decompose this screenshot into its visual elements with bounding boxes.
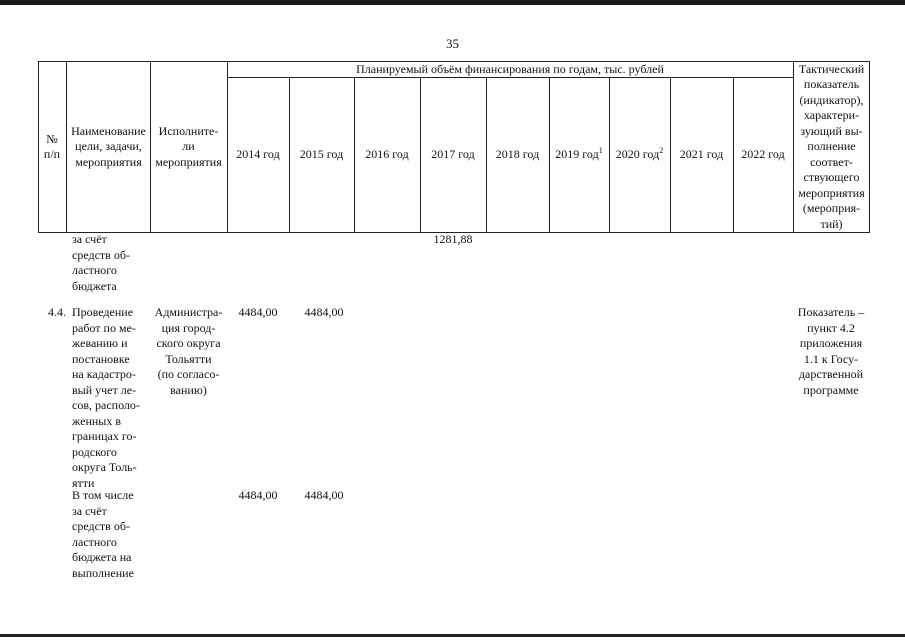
value-2014: 4484,00	[238, 488, 278, 502]
header-executor-column: Исполните- ли мероприятия	[155, 123, 222, 169]
header-funding-title: Планируемый объём финансирования по годам, тыс. рублей	[356, 62, 664, 76]
header-year-2018: 2018 год	[495, 147, 540, 162]
row-name: В том числе за счёт средств об- ластного бюджета на выполнение	[72, 488, 134, 580]
header-year-2019: 2019 год$^1$	[555, 146, 603, 162]
header-year-2017: 2017 год	[431, 147, 475, 162]
header-year-2015: 2015 год	[299, 147, 344, 162]
value-2017: 1281,88	[433, 232, 473, 246]
page-top-border	[0, 0, 905, 5]
page-number: 35	[446, 36, 459, 51]
header-year-2021: 2021 год	[679, 147, 724, 162]
row-name: Проведение работ по ме- жеванию и постановке на кадастро- вый учет ле- сов, располо- женных в границах го- родского округа Толь- ятти	[72, 305, 140, 490]
header-year-2014: 2014 год	[236, 147, 280, 162]
header-name-column: Наименование цели, задачи, мероприятия	[71, 123, 146, 169]
value-2015: 4484,00	[304, 305, 344, 319]
row-executor: Администра- ция город- ского округа Тольятти (по согласо- ванию)	[154, 305, 223, 397]
header-year-2016: 2016 год	[365, 147, 409, 162]
value-2015: 4484,00	[304, 488, 344, 502]
header-indicator-column: Тактический показатель (индикатор), характери- зующий вы- полнение соотвeт- ствующего мероприятия (мероприя- тий)	[798, 61, 865, 231]
header-number-column: № п/п	[43, 131, 61, 161]
header-year-2020: 2020 год$^2$	[615, 146, 664, 162]
footnote-marker: 1	[598, 146, 603, 156]
value-2014: 4484,00	[238, 305, 278, 319]
header-year-2022: 2022 год	[741, 147, 785, 162]
row-number: 4.4.	[48, 305, 66, 319]
page-bottom-border	[0, 634, 905, 637]
row-name: за счёт средств об- ластного бюджета	[72, 232, 130, 293]
footnote-marker: 2	[659, 146, 664, 156]
row-indicator: Показатель – пункт 4.2 приложения 1.1 к Госу- дарственной программе	[797, 305, 865, 397]
